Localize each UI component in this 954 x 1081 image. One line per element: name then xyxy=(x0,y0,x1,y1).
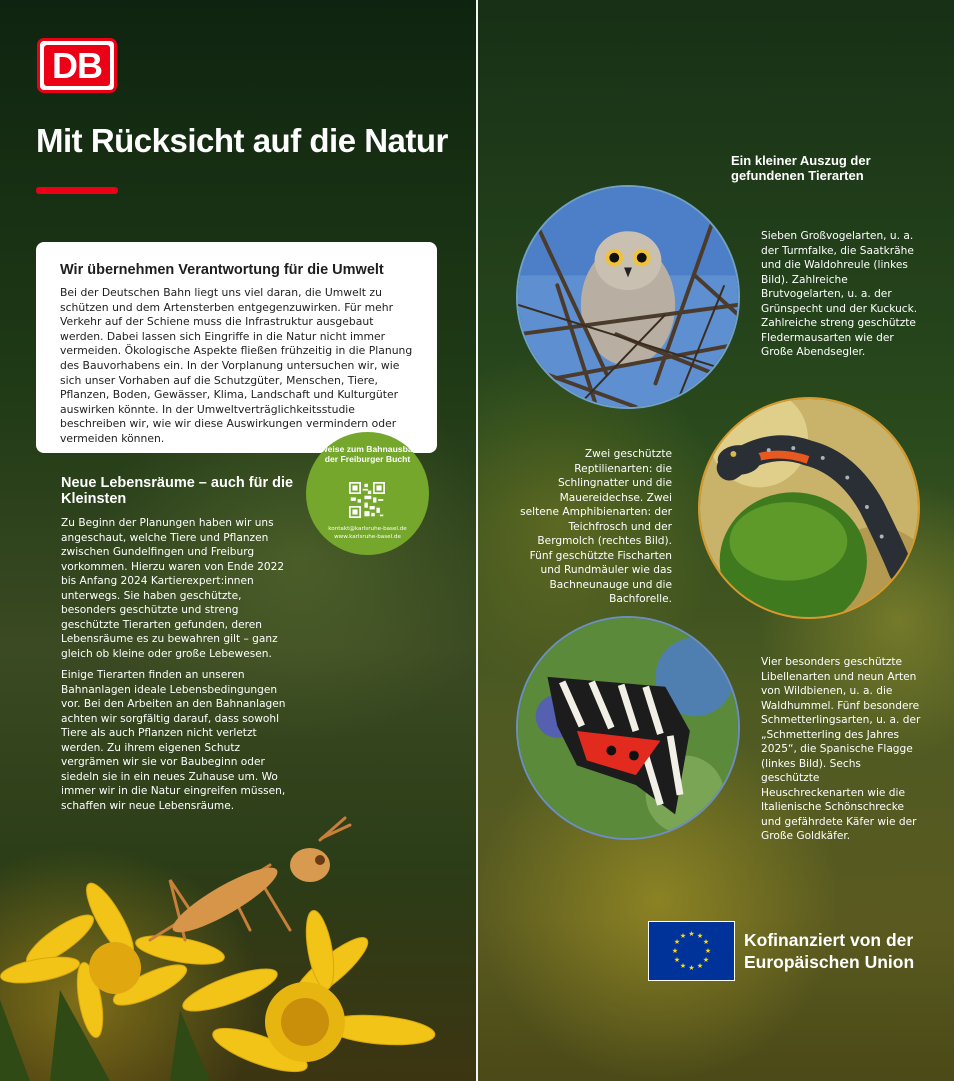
svg-text:★: ★ xyxy=(704,947,712,955)
habitats-paragraph: Einige Tierarten finden an unseren Bahnanlagen ideale Lebensbedingungen vor. Bei den Arbeiten an den Bahnanlagen achten wir sorgfältig darauf, dass sowohl Tiere als auch Pflanzen nicht verletzt werden. Zu ihrem eigenen Schutz vergrämen wir sie vor Baubeginn oder siedeln sie in ein neues Zuhause um. Wo immer wir in die Natur eingreifen müssen, schaffen wir neue Lebensräume. xyxy=(61,669,286,812)
newt-photo xyxy=(698,397,920,619)
title-accent-bar xyxy=(36,187,118,194)
moth-photo xyxy=(516,616,740,840)
responsibility-box xyxy=(36,242,437,453)
habitats-text xyxy=(61,516,299,820)
qr-badge xyxy=(306,432,429,555)
qr-badge-heading: Hinweise zum Bahnausbau in der Freiburger Bucht xyxy=(307,444,428,464)
right-panel xyxy=(478,0,954,1081)
insects-text: Vier besonders geschützte Libellenarten und neun Arten von Wildbienen, u. a. die Waldhummel. Fünf besondere Schmetterlingsarten, u. a. der „Schmetterling des Jahres 2025“, die Spanische Flagge (linkes Bild). Sechs geschützte Heuschreckenarten wie die Italienische Schönschrecke und gefährdete Käfer wie der Große Goldkäfer. xyxy=(761,656,921,842)
svg-text:★: ★ xyxy=(688,930,695,938)
owl-photo xyxy=(516,185,740,409)
svg-text:★: ★ xyxy=(679,962,687,970)
db-logo-text: DB xyxy=(44,45,110,86)
responsibility-heading: Wir übernehmen Verantwortung für die Umwelt xyxy=(60,262,384,278)
habitats-heading: Neue Lebensräume – auch für die Kleinsten xyxy=(61,475,294,507)
svg-text:★: ★ xyxy=(688,964,695,972)
eu-funding-line: Europäischen Union xyxy=(744,952,915,972)
species-heading: Ein kleiner Auszug der gefundenen Tierarten xyxy=(731,153,871,183)
contact-email-link[interactable]: kontakt@karlsruhe-basel.de xyxy=(328,526,407,532)
svg-text:★: ★ xyxy=(696,932,704,940)
qr-code-icon[interactable] xyxy=(349,482,385,518)
birds-text: Sieben Großvogelarten, u. a. der Turmfalke, die Saatkrähe und die Waldohreule (linkes Bild). Zahlreiche Brutvogelarten, u. a. der Grünspecht und der Kuckuck. Zahlreiche streng geschützte Fledermausarten wie der Große Abendsegler. xyxy=(761,230,918,358)
db-logo xyxy=(37,38,117,93)
flower-grasshopper-illustration xyxy=(0,800,477,1081)
svg-text:★: ★ xyxy=(702,956,710,964)
svg-text:★: ★ xyxy=(679,932,687,940)
qr-badge-links xyxy=(306,525,429,541)
svg-text:★: ★ xyxy=(702,938,710,946)
habitats-paragraph: Zu Beginn der Planungen haben wir uns angeschaut, welche Tiere und Pflanzen zwischen Gundelfingen und Freiburg vorkommen. Hierzu waren von Ende 2022 bis Anfang 2024 Kartierexpert:innen unterwegs. Sie haben geschützte, besonders geschützte und streng geschützte Tierarten gefunden, deren Lebensräume es zu bewahren gilt – ganz gleich ob kleine oder große Lebewesen. xyxy=(61,517,285,660)
page-title: Mit Rücksicht auf die Natur xyxy=(36,122,448,159)
svg-text:★: ★ xyxy=(673,938,681,946)
reptiles-text: Zwei geschützte Reptilienarten: die Schlingnatter und die Mauereidechse. Zwei seltene Amphibienarten: der Teichfrosch und der Bergmolch (rechtes Bild). Fünf geschützte Fischarten und Rundmäuler wie das Bachneunauge und die Bachforelle. xyxy=(520,448,672,605)
eu-funding-text xyxy=(744,929,914,973)
eu-flag-icon xyxy=(648,921,735,981)
svg-text:★: ★ xyxy=(671,947,679,955)
website-link[interactable]: www.karlsruhe-basel.de xyxy=(334,534,401,540)
svg-text:★: ★ xyxy=(696,962,704,970)
eu-funding xyxy=(648,921,914,981)
eu-funding-line: Kofinanziert von der xyxy=(744,930,914,950)
responsibility-text: Bei der Deutschen Bahn liegt uns viel daran, die Umwelt zu schützen und dem Artensterben entgegenzuwirken. Für mehr Verkehr auf der Schiene muss die Infrastruktur ausgebaut werden. Dabei lassen sich Eingriffe in die Natur nicht immer vermeiden. Ökologische Aspekte fließen frühzeitig in die Planung des Bauvorhabens ein. In der Vorplanung untersuchen wir, wie sich unser Vorhaben auf die Schutzgüter, Menschen, Tiere, Pflanzen, Boden, Gewässer, Klima, Landschaft und Kulturgüter auswirken könnte. In der Umweltverträglichkeitsstudie beschreiben wir, wie wir diese Auswirkungen vermindern oder vermeiden können. xyxy=(60,286,413,445)
svg-text:★: ★ xyxy=(673,956,681,964)
